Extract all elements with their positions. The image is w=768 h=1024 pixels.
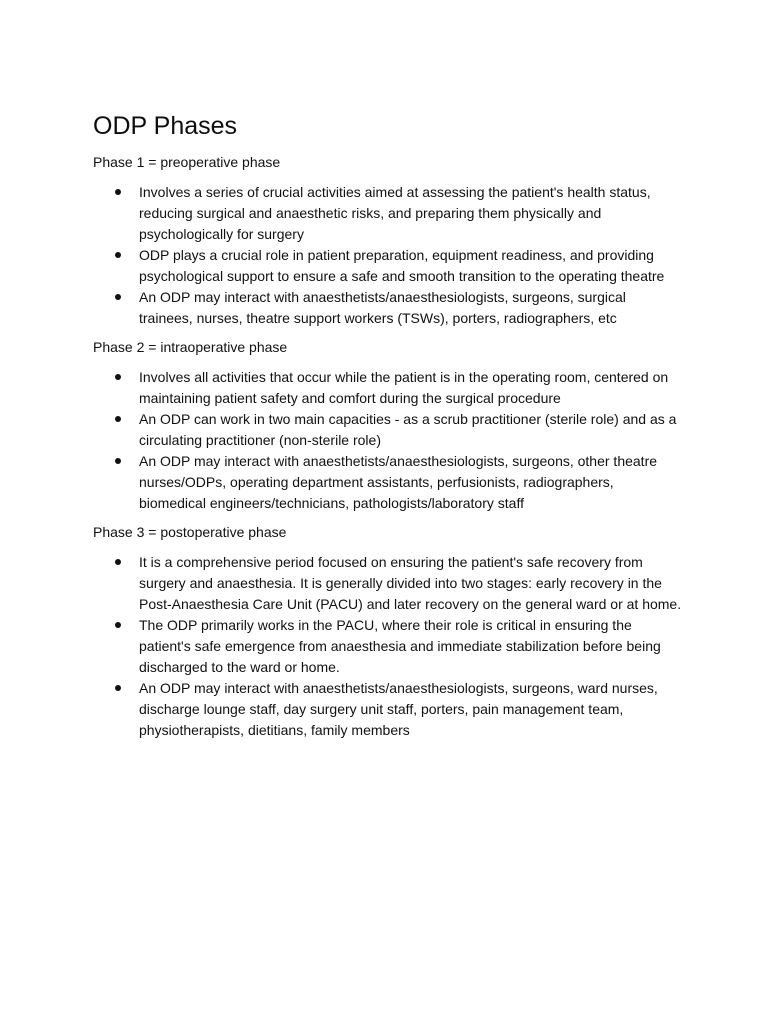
bullet-icon xyxy=(115,374,121,380)
bullet-icon xyxy=(115,685,121,691)
phase-1-list xyxy=(93,182,683,329)
list-item xyxy=(93,451,683,514)
phase-3-heading: Phase 3 = postoperative phase xyxy=(93,524,287,540)
bullet-icon xyxy=(115,622,121,628)
list-item-text: Involves all activities that occur while the patient is in the operating room, centered on maintaining patient safety and comfort during the surgical procedure xyxy=(139,369,669,406)
phase-2-list xyxy=(93,367,683,514)
bullet-icon xyxy=(115,416,121,422)
list-item-text: Involves a series of crucial activities aimed at assessing the patient's health status, reducing surgical and anaesthetic risks, and preparing them physically and psychologically for surgery xyxy=(139,184,651,242)
list-item xyxy=(93,367,683,409)
list-item xyxy=(93,678,683,741)
phase-3-list xyxy=(93,552,683,741)
list-item xyxy=(93,552,683,615)
list-item-text: ODP plays a crucial role in patient preparation, equipment readiness, and providing psychological support to ensure a safe and smooth transition to the operating theatre xyxy=(139,247,665,284)
phase-2-section xyxy=(93,337,683,514)
list-item-text: An ODP can work in two main capacities - as a scrub practitioner (sterile role) and as a circulating practitioner (non-sterile role) xyxy=(139,411,677,448)
list-item xyxy=(93,615,683,678)
list-item xyxy=(93,182,683,245)
bullet-icon xyxy=(115,294,121,300)
list-item-text: An ODP may interact with anaesthetists/anaesthesiologists, surgeons, surgical trainees, nurses, theatre support workers (TSWs), porters, radiographers, etc xyxy=(139,289,626,326)
bullet-icon xyxy=(115,252,121,258)
page-title: ODP Phases xyxy=(93,112,238,140)
list-item-text: An ODP may interact with anaesthetists/anaesthesiologists, surgeons, ward nurses, discharge lounge staff, day surgery unit staff, porters, pain management team, physiotherapists, dietitians, family members xyxy=(139,680,658,738)
list-item-text: It is a comprehensive period focused on ensuring the patient's safe recovery from surgery and anaesthesia. It is generally divided into two stages: early recovery in the Post-Anaesthesia Care Unit (PACU) and later recovery on the general ward or at home. xyxy=(139,554,682,612)
phase-3-section xyxy=(93,522,683,741)
list-item xyxy=(93,409,683,451)
phase-1-section xyxy=(93,152,683,329)
bullet-icon xyxy=(115,189,121,195)
list-item-text: An ODP may interact with anaesthetists/anaesthesiologists, surgeons, other theatre nurses/ODPs, operating department assistants, perfusionists, radiographers, biomedical engineers/technicians, pathologists/laboratory staff xyxy=(139,453,658,511)
list-item xyxy=(93,245,683,287)
bullet-icon xyxy=(115,559,121,565)
document-page xyxy=(93,110,683,749)
phase-2-heading: Phase 2 = intraoperative phase xyxy=(93,339,288,355)
list-item xyxy=(93,287,683,329)
phase-1-heading: Phase 1 = preoperative phase xyxy=(93,154,281,170)
bullet-icon xyxy=(115,458,121,464)
list-item-text: The ODP primarily works in the PACU, where their role is critical in ensuring the patient's safe emergence from anaesthesia and immediate stabilization before being discharged to the ward or home. xyxy=(139,617,661,675)
